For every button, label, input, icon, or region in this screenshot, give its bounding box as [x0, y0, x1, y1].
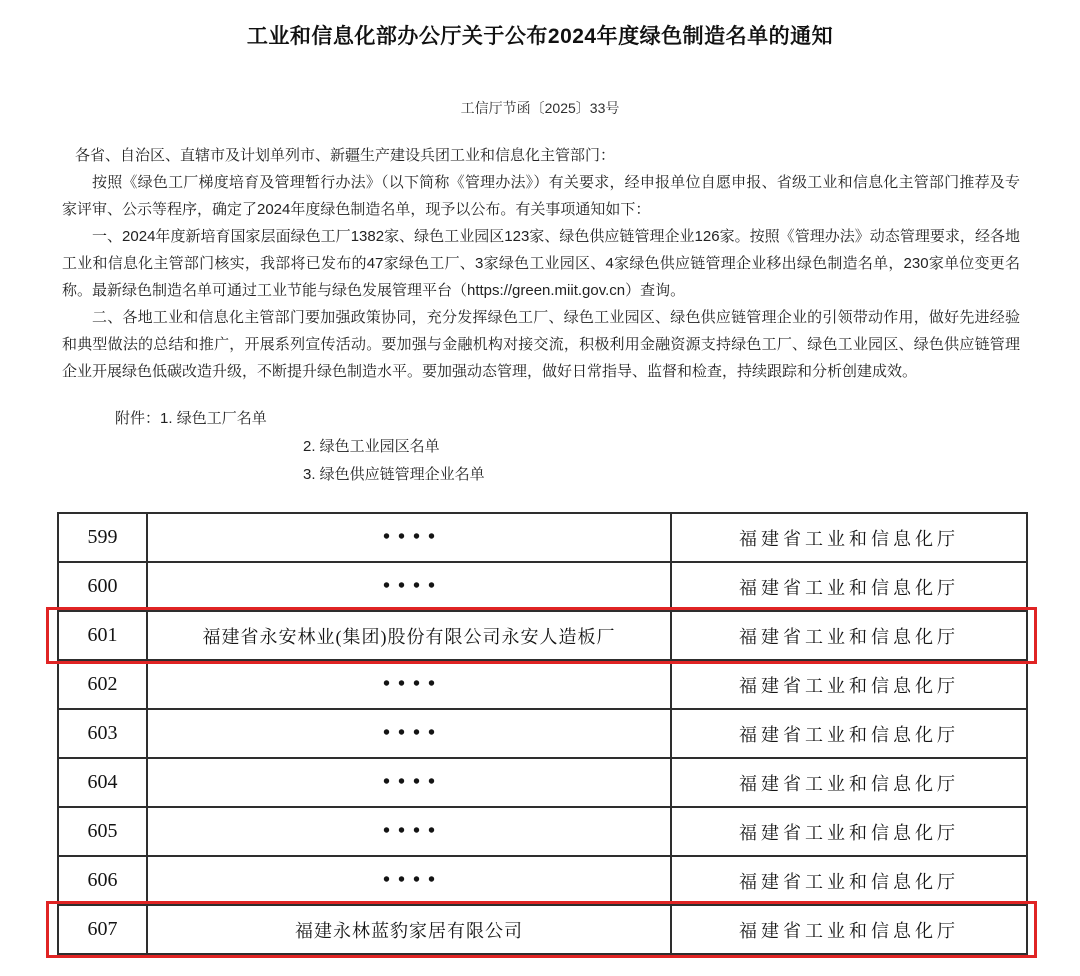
- paragraph-1: 按照《绿色工厂梯度培育及管理暂行办法》（以下简称《管理办法》）有关要求，经申报单位自愿申报、省级工业和信息化主管部门推荐及专家评审、公示等程序，确定了2024年度绿色制造名单，现予以公布。有关事项通知如下：: [62, 174, 1020, 218]
- company-name-cell: 福建永林蓝豹家居有限公司: [146, 906, 670, 953]
- table-row: [57, 512, 1028, 561]
- department-cell: 福建省工业和信息化厅: [670, 808, 1026, 855]
- attachments-label: 附件：: [115, 410, 161, 427]
- company-name-cell: ••••: [146, 514, 670, 561]
- attachment-item-1: 1. 绿色工厂名单: [160, 410, 267, 427]
- table-row: [57, 904, 1028, 953]
- attachment-item-3: 3. 绿色供应链管理企业名单: [303, 466, 485, 483]
- row-number-cell: 607: [57, 906, 146, 953]
- department-cell: 福建省工业和信息化厅: [670, 612, 1026, 659]
- salutation-line: 各省、自治区、直辖市及计划单列市、新疆生产建设兵团工业和信息化主管部门：: [75, 147, 616, 164]
- row-number-cell: 601: [57, 612, 146, 659]
- department-cell: 福建省工业和信息化厅: [670, 759, 1026, 806]
- table-row: [57, 708, 1028, 757]
- table-row: [57, 561, 1028, 610]
- row-number-cell: 605: [57, 808, 146, 855]
- department-cell: 福建省工业和信息化厅: [670, 661, 1026, 708]
- green-manufacturing-table: [57, 512, 1028, 955]
- table-row: [57, 610, 1028, 659]
- department-cell: 福建省工业和信息化厅: [670, 563, 1026, 610]
- company-name-cell: ••••: [146, 563, 670, 610]
- document-body: [62, 142, 1020, 385]
- company-name-cell: ••••: [146, 759, 670, 806]
- company-name-cell: ••••: [146, 808, 670, 855]
- attachments-block: [115, 406, 485, 487]
- company-name-cell: ••••: [146, 710, 670, 757]
- company-name-cell: 福建省永安林业(集团)股份有限公司永安人造板厂: [146, 612, 670, 659]
- table-row: [57, 757, 1028, 806]
- company-name-cell: ••••: [146, 661, 670, 708]
- attachment-item-2: 2. 绿色工业园区名单: [303, 438, 440, 455]
- row-number-cell: 600: [57, 563, 146, 610]
- table-row: [57, 855, 1028, 904]
- attachment-line-1: [115, 406, 485, 431]
- paragraph-3: 二、各地工业和信息化主管部门要加强政策协同，充分发挥绿色工厂、绿色工业园区、绿色供应链管理企业的引领带动作用，做好先进经验和典型做法的总结和推广，开展系列宣传活动。要加强与金融机构对接交流，积极利用金融资源支持绿色工厂、绿色工业园区、绿色供应链管理企业开展绿色低碳改造升级，不断提升绿色制造水平。要加强动态管理，做好日常指导、监督和检查，持续跟踪和分析创建成效。: [62, 309, 1020, 380]
- table-row: [57, 806, 1028, 855]
- row-number-cell: 603: [57, 710, 146, 757]
- paragraph-2: 一、2024年度新培育国家层面绿色工厂1382家、绿色工业园区123家、绿色供应链管理企业126家。按照《管理办法》动态管理要求，经各地工业和信息化主管部门核实，我部将已发布的47家绿色工厂、3家绿色工业园区、4家绿色供应链管理企业移出绿色制造名单，230家单位变更名称。最新绿色制造名单可通过工业节能与绿色发展管理平台（https://green.miit.gov.cn）查询。: [62, 228, 1020, 299]
- document-number: 工信厅节函〔2025〕33号: [460, 100, 620, 116]
- row-number-cell: 599: [57, 514, 146, 561]
- department-cell: 福建省工业和信息化厅: [670, 514, 1026, 561]
- department-cell: 福建省工业和信息化厅: [670, 857, 1026, 904]
- company-name-cell: ••••: [146, 857, 670, 904]
- department-cell: 福建省工业和信息化厅: [670, 710, 1026, 757]
- document-title: 工业和信息化部办公厅关于公布2024年度绿色制造名单的通知: [246, 25, 834, 48]
- table-row: [57, 659, 1028, 708]
- row-number-cell: 606: [57, 857, 146, 904]
- row-number-cell: 604: [57, 759, 146, 806]
- row-number-cell: 602: [57, 661, 146, 708]
- department-cell: 福建省工业和信息化厅: [670, 906, 1026, 953]
